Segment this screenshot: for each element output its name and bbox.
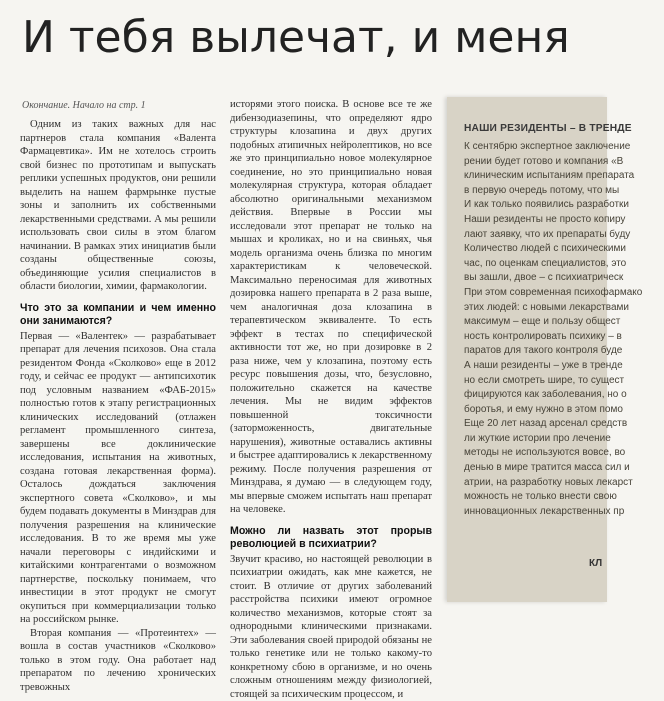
sidebar-line: фицируются как заболевания, но о <box>464 388 664 403</box>
article-column-2 <box>230 98 432 600</box>
sidebar-line: вы зашли, двое – с психиатрическ <box>464 271 664 286</box>
sidebar-line: час, по оценкам специалистов, это <box>464 257 664 272</box>
sidebar-signature: КЛ <box>589 558 602 569</box>
sidebar-line: атрии, на разработку новых лекарст <box>464 476 664 491</box>
sidebar-line: клиническим испытаниям препарата <box>464 169 664 184</box>
sidebar-box <box>447 97 607 602</box>
question-companies: Что это за компании и чем именно они занимаются? <box>20 302 216 328</box>
sidebar-line: К сентябрю экспертное заключение <box>464 140 664 155</box>
article-column-1 <box>20 118 216 600</box>
sidebar-line: этих людей: с новыми лекарствами <box>464 301 664 316</box>
question-revolution: Можно ли назвать этот прорыв революцией в психиатрии? <box>230 525 432 551</box>
continuation-note: Окончание. Начало на стр. 1 <box>22 100 146 111</box>
sidebar-line: методы не используются вовсе, во <box>464 446 664 461</box>
answer-companies: Первая — «Валентек» — разрабатывает препарат для лечения психозов. Она стала резидентом Фонда «Сколково» еще в 2012 году, и сейчас ее продукт — антипсихотик под условным названием «ФАБ-2015» полностью готов к этапу регистрационных клинических исследований (отлажен регламент промышленного синтеза, завершены все доклинические исследования, испытания на животных, создана готовая лекарственная форма). Осталось дождаться заключения экспертного совета «Сколково», и мы будем подавать документы в Минздрав для получения разрешения на клинические исследования. В то же время мы уже начали переговоры с индийскими и китайскими контрагентами о возможном партнерстве, поскольку понимаем, что инвестиции в этот продукт не смогут окупиться при коммерциализации только на российском рынке. <box>20 330 216 627</box>
research-paragraph: исторями этого поиска. В основе все те же дибензодиазепины, что определяют ядро структуры клозапина и двух других подобных атипичных нейролептиков, но все же это принципиально новое молекулярное соединение, но это принципиально новая молекулярная структура, которая обладает абсолютно оригинальными механизмом действия. Впервые в России мы исследовали этот препарат не только на мышах и кроликах, но и на свиньях, чья модель организма очень близка по многим характеристикам к человеческой. Максимально переносимая для животных дозировка нашего препарата в 2 раза выше, чем аналогичная доза клозапина в терапевтическом эквиваленте. То есть эффект в тестах по специфической активности тот же, но при дозировке в 2 раза ниже, чем у клозапина, поэтому есть ресурс повышения дозы, что, безусловно, положительно скажется на качестве лечения. Мы не видим эффектов повышенной токсичности (заторможенность, двигательные нарушения), животные оставались активны и быстрее адаптировались к лекарственному режиму. После получения разрешения от Минздрава, я думаю — в следующем году, мы впервые сможем испытать наш препарат на человеке. <box>230 98 432 517</box>
sidebar-text <box>464 140 664 519</box>
sidebar-line: можность не только внести свою <box>464 490 664 505</box>
intro-paragraph: Одним из таких важных для нас партнеров стала компания «Валента Фармацевтика». Им не хотелось строить свой бизнес по прототипам и выпускать реплики успешных продуктов, они решили выделить на нашем фармрынке пустые зоны и заполнить их собственными лекарственными средствами. А мы решили использовать свои силы в этом благом начинании. В рамках этих инициатив были созданы общественные союзы, объединяющие усилия специалистов в области биологии, химии, фармакологии. <box>20 118 216 294</box>
sidebar-line: лают заявку, что их препараты буду <box>464 228 664 243</box>
sidebar-line: рении будет готово и компания «В <box>464 155 664 170</box>
sidebar-line: боротья, и ему нужно в этом помо <box>464 403 664 418</box>
sidebar-line: но если смотреть шире, то сущест <box>464 374 664 389</box>
sidebar-line: И как только появились разработки <box>464 198 664 213</box>
sidebar-line: денью в мире тратится масса сил и <box>464 461 664 476</box>
answer-companies-continued: Вторая компания — «Протеинтех» — вошла в состав участников «Сколково» только в этом году. Она работает над препаратом по лечению хронических тревожных <box>20 627 216 695</box>
sidebar-line: максимум – еще и пользу общест <box>464 315 664 330</box>
sidebar-line: А наши резиденты – уже в тренде <box>464 359 664 374</box>
sidebar-line: паратов для такого контроля буде <box>464 344 664 359</box>
sidebar-title: НАШИ РЕЗИДЕНТЫ – В ТРЕНДЕ <box>464 123 607 134</box>
answer-revolution: Звучит красиво, но настоящей революции в психиатрии ожидать, как мне кажется, не стоит. В отличие от других заболеваний расстройства психики имеют огромное количество механизмов, которые стоят за однородными клиническими признаками. Эти заболевания своей природой обязаны не только генетике или не только какому-то конкретному сбою в организме, и но очень сложным отношениям между физиологией, стоящей за психическим процессом, и <box>230 553 432 701</box>
sidebar-line: ность контролировать психику – в <box>464 330 664 345</box>
sidebar-line: ли жуткие истории про лечение <box>464 432 664 447</box>
sidebar-line: Наши резиденты не просто копиру <box>464 213 664 228</box>
sidebar-line: Количество людей с психическими <box>464 242 664 257</box>
sidebar-line: в первую очередь потому, что мы <box>464 184 664 199</box>
article-headline: И тебя вылечат, и меня <box>22 2 622 74</box>
sidebar-line: Еще 20 лет назад арсенал средств <box>464 417 664 432</box>
sidebar-line: инновационных лекарственных пр <box>464 505 664 520</box>
sidebar-line: При этом современная психофармако <box>464 286 664 301</box>
